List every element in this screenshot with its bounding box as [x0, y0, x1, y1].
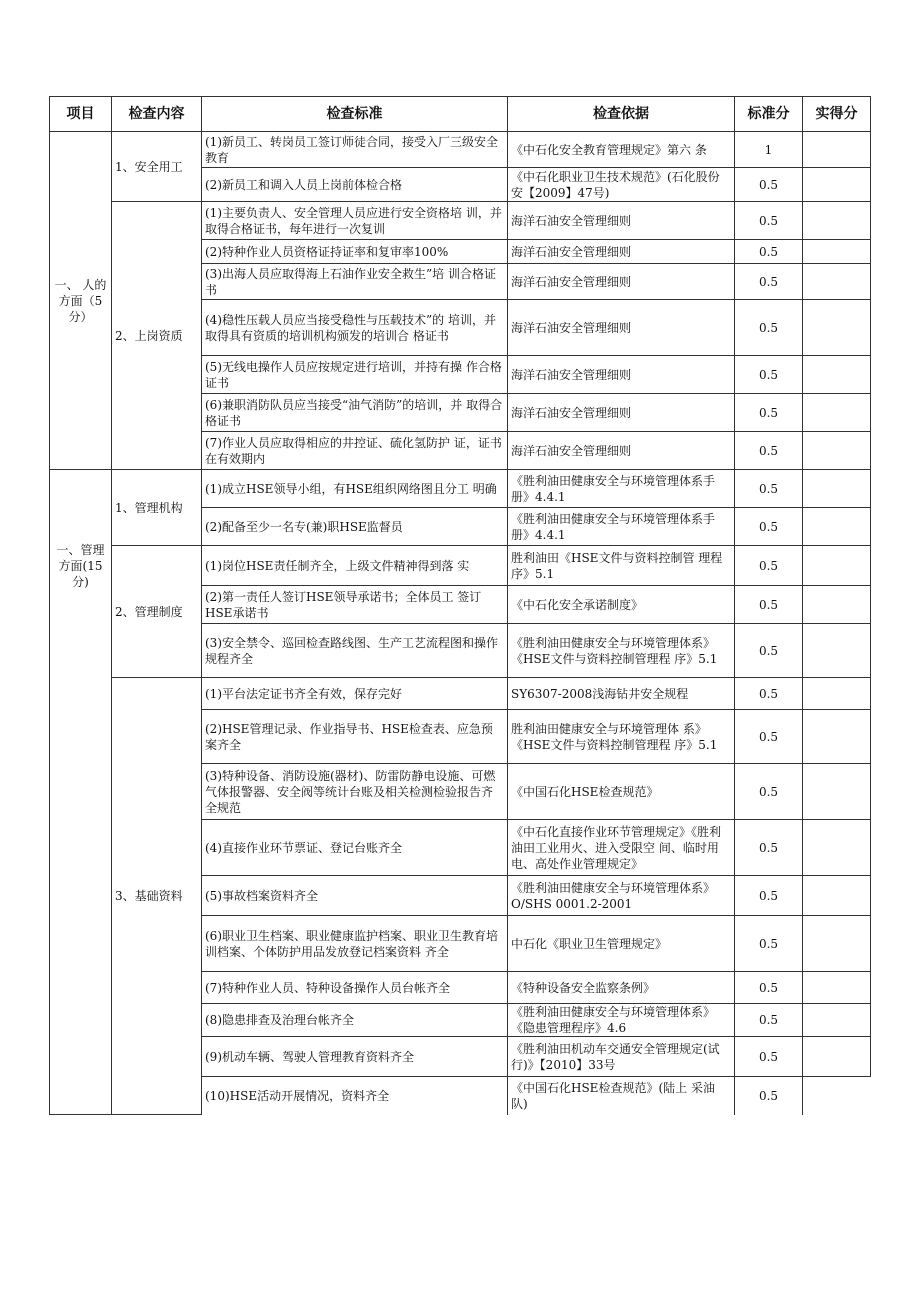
basis-cell: 《中石化安全教育管理规定》第六 条 — [508, 132, 735, 168]
score-cell: 0.5 — [735, 546, 803, 586]
standard-cell: (9)机动车辆、驾驶人管理教育资料齐全 — [202, 1037, 508, 1077]
actual-score-cell[interactable] — [803, 132, 871, 168]
header-score: 标准分 — [735, 97, 803, 132]
basis-cell: 《胜利油田健康安全与环境管理体系手册》4.4.1 — [508, 470, 735, 508]
basis-cell: 《特种设备安全监察条例》 — [508, 972, 735, 1004]
score-cell: 0.5 — [735, 764, 803, 820]
score-cell: 0.5 — [735, 240, 803, 264]
basis-cell: 海洋石油安全管理细则 — [508, 264, 735, 300]
header-actual: 实得分 — [803, 97, 871, 132]
actual-score-cell[interactable] — [803, 202, 871, 240]
actual-score-cell[interactable] — [803, 1004, 871, 1037]
standard-cell: (4)稳性压载人员应当接受稳性与压载技术”的 培训，并取得具有资质的培训机构颁发的培训合 格证书 — [202, 300, 508, 356]
table-row — [50, 546, 871, 586]
actual-score-cell[interactable] — [803, 432, 871, 470]
basis-cell: 《胜利油田健康安全与环境管理体系》O/SHS 0001.2-2001 — [508, 876, 735, 916]
score-cell: 0.5 — [735, 508, 803, 546]
table-row — [50, 470, 871, 508]
actual-score-cell[interactable] — [803, 678, 871, 710]
table-row — [50, 202, 871, 240]
basis-cell: 《中石化职业卫生技术规范》(石化股份安【2009】47号) — [508, 168, 735, 202]
actual-score-cell[interactable] — [803, 876, 871, 916]
basis-cell: 海洋石油安全管理细则 — [508, 394, 735, 432]
basis-cell: 海洋石油安全管理细则 — [508, 356, 735, 394]
group-label: 2、管理制度 — [112, 546, 202, 678]
actual-score-cell[interactable] — [803, 916, 871, 972]
standard-cell: (10)HSE活动开展情况，资料齐全 — [202, 1077, 508, 1115]
standard-cell: (7)特种作业人员、特种设备操作人员台帐齐全 — [202, 972, 508, 1004]
actual-score-cell[interactable] — [803, 240, 871, 264]
actual-score-cell[interactable] — [803, 394, 871, 432]
basis-cell: 《胜利油田健康安全与环境管理体系》《HSE文件与资料控制管理程 序》5.1 — [508, 624, 735, 678]
score-cell: 0.5 — [735, 168, 803, 202]
score-cell: 0.5 — [735, 1037, 803, 1077]
header-standard: 检查标准 — [202, 97, 508, 132]
score-cell: 0.5 — [735, 586, 803, 624]
score-cell: 0.5 — [735, 820, 803, 876]
score-cell: 0.5 — [735, 678, 803, 710]
standard-cell: (3)出海人员应取得海上石油作业安全救生”培 训合格证书 — [202, 264, 508, 300]
standard-cell: (5)事故档案资料齐全 — [202, 876, 508, 916]
standard-cell: (2)新员工和调入人员上岗前体检合格 — [202, 168, 508, 202]
score-cell: 0.5 — [735, 1077, 803, 1115]
standard-cell: (2)第一责任人签订HSE领导承诺书；全体员工 签订HSE承诺书 — [202, 586, 508, 624]
standard-cell: (2)HSE管理记录、作业指导书、HSE检查表、应急预案齐全 — [202, 710, 508, 764]
standard-cell: (1)新员工、转岗员工签订师徒合同，接受入厂三级安全教育 — [202, 132, 508, 168]
basis-cell: 《胜利油田机动车交通安全管理规定(试行)》【2010】33号 — [508, 1037, 735, 1077]
group-label: 3、基础资料 — [112, 678, 202, 1115]
standard-cell: (3)安全禁令、巡回检查路线图、生产工艺流程图和操作规程齐全 — [202, 624, 508, 678]
score-cell: 0.5 — [735, 624, 803, 678]
standard-cell: (4)直接作业环节票证、登记台账齐全 — [202, 820, 508, 876]
actual-score-cell[interactable] — [803, 264, 871, 300]
score-cell: 0.5 — [735, 916, 803, 972]
table-row — [50, 132, 871, 168]
score-cell: 0.5 — [735, 356, 803, 394]
score-cell: 0.5 — [735, 972, 803, 1004]
group-label: 2、上岗资质 — [112, 202, 202, 470]
group-label: 1、安全用工 — [112, 132, 202, 202]
actual-score-cell[interactable] — [803, 168, 871, 202]
basis-cell: 《中国石化HSE检查规范》 — [508, 764, 735, 820]
section-label: 一、 人的方面（5分） — [50, 132, 112, 470]
actual-score-cell[interactable] — [803, 972, 871, 1004]
actual-score-cell[interactable] — [803, 624, 871, 678]
standard-cell: (2)特种作业人员资格证持证率和复审率100% — [202, 240, 508, 264]
header-basis: 检查依据 — [508, 97, 735, 132]
basis-cell: 海洋石油安全管理细则 — [508, 300, 735, 356]
score-cell: 0.5 — [735, 202, 803, 240]
actual-score-cell[interactable] — [803, 356, 871, 394]
standard-cell: (1)岗位HSE责任制齐全，上级文件精神得到落 实 — [202, 546, 508, 586]
actual-score-cell[interactable] — [803, 764, 871, 820]
table-header-row — [50, 97, 871, 132]
standard-cell: (7)作业人员应取得相应的井控证、硫化氢防护 证，证书在有效期内 — [202, 432, 508, 470]
basis-cell: 海洋石油安全管理细则 — [508, 240, 735, 264]
score-cell: 0.5 — [735, 876, 803, 916]
inspection-table — [49, 96, 871, 1115]
standard-cell: (2)配备至少一名专(兼)职HSE监督员 — [202, 508, 508, 546]
score-cell: 0.5 — [735, 394, 803, 432]
actual-score-cell[interactable] — [803, 820, 871, 876]
actual-score-cell[interactable] — [803, 546, 871, 586]
score-cell: 0.5 — [735, 1004, 803, 1037]
actual-score-cell[interactable] — [803, 300, 871, 356]
score-cell: 0.5 — [735, 300, 803, 356]
section-label: 一、管理方面(15 分) — [50, 470, 112, 1115]
group-label: 1、管理机构 — [112, 470, 202, 546]
basis-cell: 《胜利油田健康安全与环境管理体系》《隐患管理程序》4.6 — [508, 1004, 735, 1037]
standard-cell: (1)主要负责人、安全管理人员应进行安全资格培 训，并取得合格证书，每年进行一次复训 — [202, 202, 508, 240]
score-cell: 0.5 — [735, 432, 803, 470]
standard-cell: (1)成立HSE领导小组，有HSE组织网络图且分工 明确 — [202, 470, 508, 508]
basis-cell: 《胜利油田健康安全与环境管理体系手册》4.4.1 — [508, 508, 735, 546]
standard-cell: (3)特种设备、消防设施(器材)、防雷防静电设施、可燃气体报警器、安全阀等统计台账及相关检测检验报告齐全规范 — [202, 764, 508, 820]
basis-cell: 胜利油田《HSE文件与资料控制管 理程序》5.1 — [508, 546, 735, 586]
score-cell: 0.5 — [735, 710, 803, 764]
score-cell: 0.5 — [735, 264, 803, 300]
actual-score-cell[interactable] — [803, 710, 871, 764]
basis-cell: 中石化《职业卫生管理规定》 — [508, 916, 735, 972]
actual-score-cell[interactable] — [803, 1037, 871, 1077]
standard-cell: (6)兼职消防队员应当接受“油气消防”的培训，并 取得合格证书 — [202, 394, 508, 432]
actual-score-cell[interactable] — [803, 508, 871, 546]
basis-cell: 海洋石油安全管理细则 — [508, 432, 735, 470]
basis-cell: 《中石化安全承诺制度》 — [508, 586, 735, 624]
actual-score-cell[interactable] — [803, 1077, 871, 1115]
table-row — [50, 678, 871, 710]
header-content: 检查内容 — [112, 97, 202, 132]
actual-score-cell[interactable] — [803, 586, 871, 624]
score-cell: 0.5 — [735, 470, 803, 508]
standard-cell: (6)职业卫生档案、职业健康监护档案、职业卫生教育培训档案、个体防护用品发放登记档案资料 齐全 — [202, 916, 508, 972]
basis-cell: 海洋石油安全管理细则 — [508, 202, 735, 240]
standard-cell: (8)隐患排查及治理台帐齐全 — [202, 1004, 508, 1037]
basis-cell: SY6307-2008浅海钻井安全规程 — [508, 678, 735, 710]
basis-cell: 《中国石化HSE检查规范》(陆上 采油队) — [508, 1077, 735, 1115]
basis-cell: 《中石化直接作业环节管理规定》《胜利油田工业用火、进入受限空 间、临时用电、高处作业管理规定》 — [508, 820, 735, 876]
standard-cell: (5)无线电操作人员应按规定进行培训，并持有操 作合格证书 — [202, 356, 508, 394]
score-cell: 1 — [735, 132, 803, 168]
actual-score-cell[interactable] — [803, 470, 871, 508]
header-item: 项目 — [50, 97, 112, 132]
basis-cell: 胜利油田健康安全与环境管理体 系》《HSE文件与资料控制管理程 序》5.1 — [508, 710, 735, 764]
standard-cell: (1)平台法定证书齐全有效，保存完好 — [202, 678, 508, 710]
